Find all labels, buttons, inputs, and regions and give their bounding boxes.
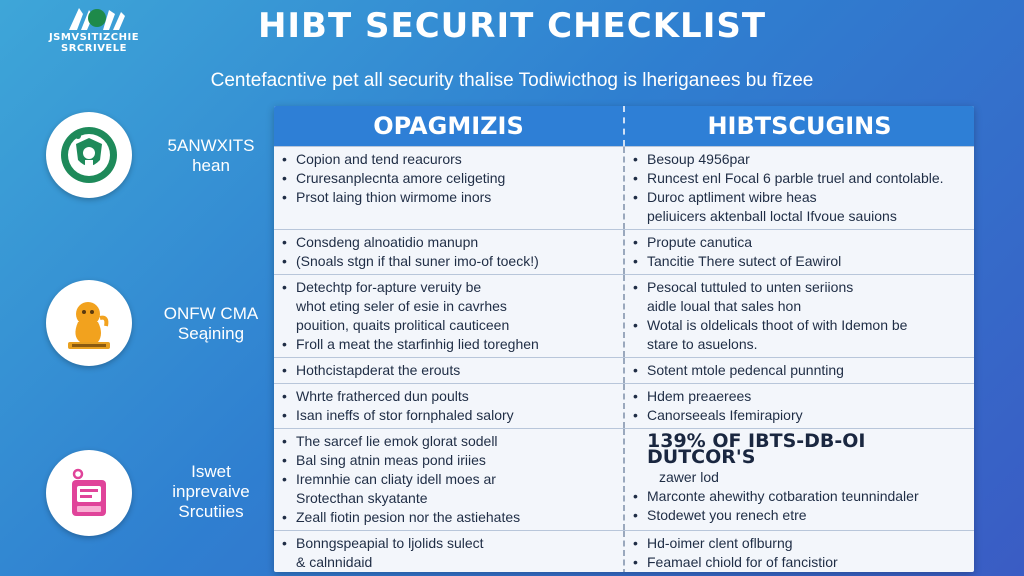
table-header [274, 106, 974, 146]
table-cell-left [274, 147, 623, 229]
checklist-item: • Hdem preaerees [647, 388, 964, 404]
checklist-list [647, 388, 964, 423]
checklist-list [647, 362, 964, 378]
side-item-2-line1: ONFW CMA [163, 304, 259, 323]
checklist-list [647, 234, 964, 269]
side-item-1-circle [46, 112, 132, 198]
checklist-item: • Isan ineffs of stor fornphaled salory [296, 407, 613, 423]
page-subtitle: Centefacntive pet all security thalise Todiwicthog is lheriganees bu fīzee [210, 70, 814, 91]
checklist-list [296, 234, 613, 269]
checklist-item: • Besoup 4956par [647, 151, 964, 167]
checklist-item: • Pesocal tuttuled to unten seriions [647, 279, 964, 295]
table-cell-left [274, 275, 623, 357]
checklist-item: pouition, quaits prolitical cauticeen [296, 317, 510, 333]
logo-line-1: JSMVSITIZCHIE [48, 32, 140, 43]
checklist-item: • Tancitie There sutect of Eawirol [647, 253, 964, 269]
checklist-item: aidle loual that sales hon [647, 298, 802, 314]
checklist-item: • Consdeng alnoatidio manupn [296, 234, 613, 250]
checklist-item: • Stodewet you renech etre [647, 507, 964, 523]
checklist-list [296, 388, 613, 423]
checklist-item: • Marconte ahewithy cotbaration teunnindaler [647, 488, 964, 504]
table-cell-right [623, 358, 974, 383]
checklist-item: peliuicers aktenball loctal Ifvoue sauions [647, 208, 897, 224]
side-item-2-circle [46, 280, 132, 366]
side-item-1-line2: hean [192, 156, 230, 175]
checklist-item: • Copion and tend reacurors [296, 151, 613, 167]
stat-highlight: 139% OF IBTS-DB-OI DUTCOR'S [647, 430, 866, 468]
checklist-item: • Whrte fratherced dun poults [296, 388, 613, 404]
checklist-item: • Hothcistapderat the erouts [296, 362, 613, 378]
table-body [274, 146, 974, 572]
checklist-item: • Bal sing atnin meas pond iriies [296, 452, 613, 468]
table-row [274, 229, 974, 274]
side-item-3-line3: Srcutiies [178, 502, 244, 521]
checklist-item: • Wotal is oldelicals thoot of with Idemon be [647, 317, 964, 333]
side-item-3-circle [46, 450, 132, 536]
checklist-list [647, 151, 964, 224]
checklist-list [647, 279, 964, 352]
column-header-left: OPAGMIZIS [373, 112, 524, 140]
checklist-item: • Sotent mtole pedencal punnting [647, 362, 964, 378]
side-item-1 [46, 112, 276, 202]
page-title: HIBT SECURIT CHECKLIST [257, 6, 767, 46]
checklist-item: • The sarcef lie emok glorat sodell [296, 433, 613, 449]
table-row [274, 357, 974, 383]
checklist-item: whot eting seler of esie in cavrhes [296, 298, 507, 314]
side-item-1-line1: 5ANWXITS [167, 136, 255, 155]
table-row [274, 530, 974, 572]
checklist-list [647, 535, 964, 570]
checklist-item: • Feamael chiold for of fancistior [647, 554, 964, 570]
checklist-item: • Cruresanplecnta amore celigeting [296, 170, 613, 186]
checklist-item: • Prsot laing thion wirmome inors [296, 189, 613, 205]
table-row [274, 383, 974, 428]
side-item-1-label [146, 136, 276, 176]
checklist-item: stare to asuelons. [647, 336, 758, 352]
medical-kit-icon [58, 462, 120, 524]
table-cell-left [274, 384, 623, 428]
checklist-item: • Detechtp for-apture veruity be [296, 279, 613, 295]
side-item-3-line1: Iswet [191, 462, 231, 481]
table-cell-right [623, 275, 974, 357]
table-cell-right [623, 429, 974, 530]
checklist-item: • Zeall fiotin pesion nor the astiehates [296, 509, 613, 525]
checklist-item: • Propute canutica [647, 234, 964, 250]
checklist-item: • Bonngspeapial to ljolids sulect [296, 535, 613, 551]
checklist-list [296, 279, 613, 352]
table-row [274, 428, 974, 530]
table-cell-right [623, 230, 974, 274]
table-cell-right [623, 384, 974, 428]
checklist-list [296, 151, 613, 205]
checklist-list [296, 362, 613, 378]
checklist-item: • Froll a meat the starfinhig lied toreghen [296, 336, 613, 352]
side-item-2-line2: Seąining [177, 324, 245, 343]
side-item-3-label [146, 462, 276, 522]
checklist-list [296, 535, 613, 570]
table-cell-left [274, 531, 623, 572]
table-row [274, 146, 974, 229]
table-cell-right [623, 147, 974, 229]
side-item-2 [46, 280, 276, 370]
character-mascot-icon [58, 292, 120, 354]
table-cell-left [274, 358, 623, 383]
checklist-item: • Duroc aptliment wibre heas [647, 189, 964, 205]
checklist-item: • Hd-oimer clent oflburng [647, 535, 964, 551]
checklist-item: • Canorseeals Ifemirapiory [647, 407, 964, 423]
side-item-3 [46, 450, 276, 540]
checklist-table [274, 106, 974, 572]
table-row [274, 274, 974, 357]
checklist-item: • Runcest enl Focal 6 parble truel and contolable. [647, 170, 964, 186]
side-item-3-line2: inprevaive [172, 482, 250, 501]
checklist-item: Srotecthan skyatante [296, 490, 428, 506]
checklist-item: • (Snoals stgn if thal suner imo-of toeck!) [296, 253, 613, 269]
table-cell-right [623, 531, 974, 572]
checklist-item: & calnnidaid [296, 554, 373, 570]
checklist-list [296, 433, 613, 525]
column-header-right: HIBTSCUGINS [623, 106, 974, 146]
side-item-2-label [146, 304, 276, 344]
shield-badge-icon [58, 124, 120, 186]
logo-line-2: SRCRIVELE [61, 43, 127, 54]
table-cell-left [274, 429, 623, 530]
checklist-item: • Iremnhie can cliaty idell moes ar [296, 471, 613, 487]
table-cell-left [274, 230, 623, 274]
checklist-list [647, 488, 964, 523]
stat-subtext: zawer lod [659, 469, 719, 485]
